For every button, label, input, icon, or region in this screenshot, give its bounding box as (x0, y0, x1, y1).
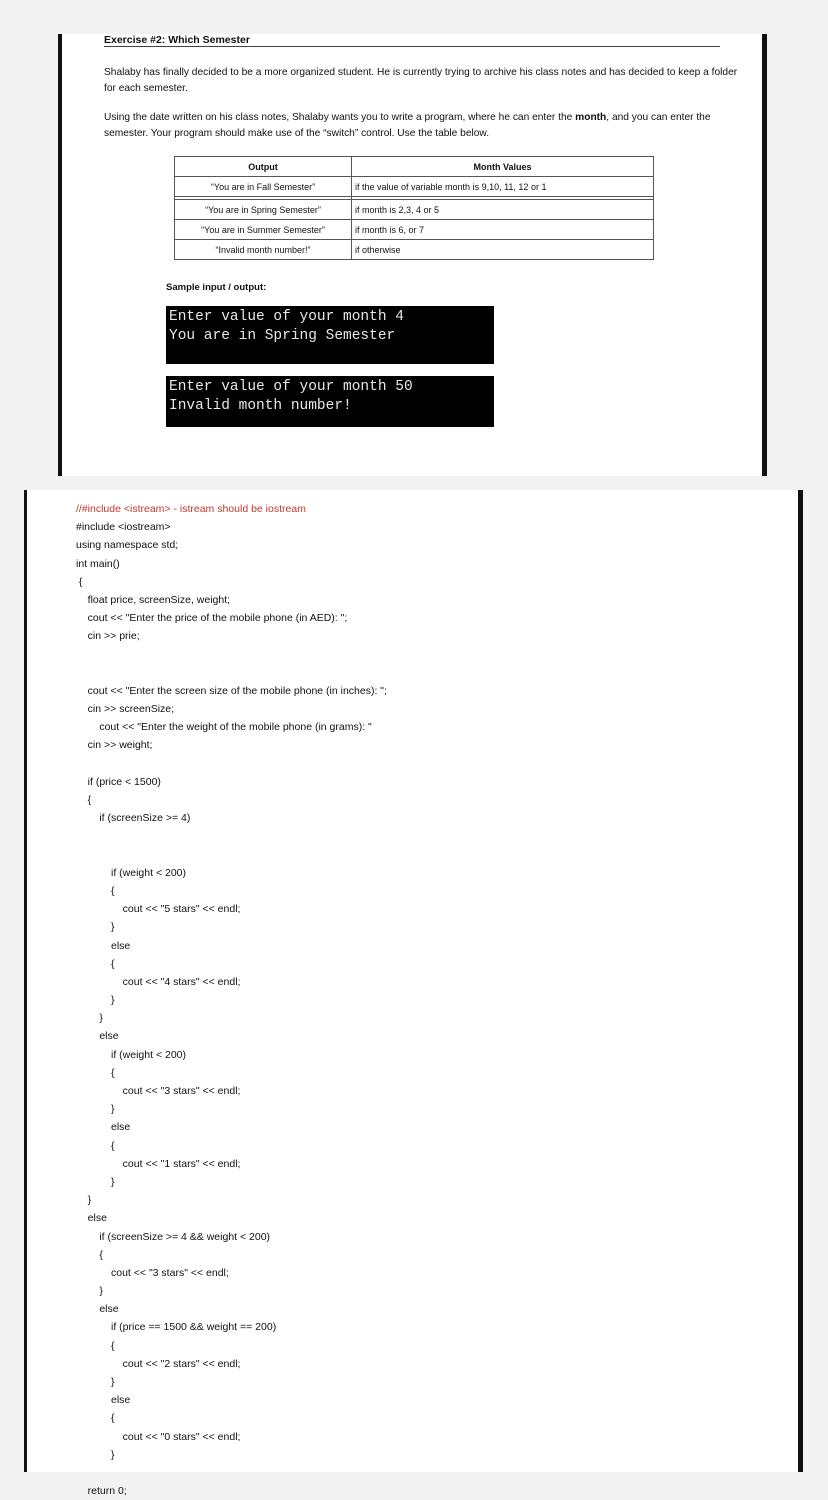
code-line: } (76, 1103, 115, 1116)
code-line: float price, screenSize, weight; (76, 593, 231, 606)
code-line: if (weight < 200) (76, 1048, 187, 1061)
paragraph-2-pre: Using the date written on his class notes, Shalaby wants you to write a program, where he can enter the (104, 112, 576, 123)
code-line (76, 846, 387, 864)
code-line (76, 827, 387, 845)
code-line (76, 1464, 387, 1482)
code-line (76, 664, 387, 682)
code-lines (76, 518, 387, 1500)
code-line: { (76, 1139, 115, 1152)
table-row (175, 177, 654, 197)
code-line: cin >> screenSize; (76, 703, 175, 716)
code-line: else (76, 939, 131, 952)
code-line (76, 755, 387, 773)
code-page-right-border (798, 490, 803, 1472)
code-line: #include <iostream> (76, 521, 171, 534)
code-page-left-border (24, 490, 27, 1472)
code-line: } (76, 1194, 92, 1207)
code-line: cout << "5 stars" << endl; (76, 903, 241, 916)
code-line: { (76, 884, 115, 897)
page-right-border (762, 34, 767, 476)
code-line: { (76, 1339, 115, 1352)
code-line: } (76, 994, 115, 1007)
code-comment: //#include <istream> - istream should be iostream (76, 503, 306, 515)
terminal-output-1 (166, 306, 494, 364)
code-line: else (76, 1212, 107, 1225)
code-line: cout << "0 stars" << endl; (76, 1430, 241, 1443)
code-line: cout << "2 stars" << endl; (76, 1357, 241, 1370)
code-line: return 0; (76, 1485, 127, 1498)
code-line: if (screenSize >= 4) (76, 812, 191, 825)
code-line: else (76, 1121, 131, 1134)
code-line: else (76, 1394, 131, 1407)
code-line: } (76, 1448, 115, 1461)
exercise-page (62, 34, 762, 476)
code-line: if (price < 1500) (76, 775, 161, 788)
table-cell-output: “Invalid month number!” (175, 240, 352, 260)
table-header-row (175, 157, 654, 177)
table-row (175, 220, 654, 240)
code-line: else (76, 1303, 119, 1316)
table-cell-output: “You are in Spring Semester” (175, 200, 352, 220)
code-line: int main() (76, 557, 120, 570)
code-line: cin >> weight; (76, 739, 153, 752)
code-line: cout << "3 stars" << endl; (76, 1085, 241, 1097)
table-cell-output: “You are in Summer Semester” (175, 220, 352, 240)
code-line: cin >> prie; (76, 630, 140, 643)
title-rule (104, 46, 720, 47)
code-line: using namespace std; (76, 539, 179, 552)
code-line: { (76, 1412, 115, 1425)
terminal-line: You are in Spring Semester (169, 328, 396, 344)
terminal-line: Invalid month number! (169, 398, 352, 414)
terminal-output-2 (166, 376, 494, 427)
table-header-output: Output (175, 157, 352, 177)
code-line: cout << "Enter the screen size of the mobile phone (in inches): "; (76, 684, 387, 697)
table-row (175, 200, 654, 220)
code-line: { (76, 1248, 103, 1261)
terminal-line: Enter value of your month 4 (169, 309, 404, 325)
code-line: else (76, 1030, 119, 1043)
code-line: cout << "Enter the price of the mobile phone (in AED): "; (76, 612, 348, 625)
table-cell-month: if otherwise (352, 240, 654, 260)
code-listing (76, 500, 387, 1500)
table-cell-month: if month is 6, or 7 (352, 220, 654, 240)
code-line: if (price == 1500 && weight == 200) (76, 1321, 277, 1334)
paragraph-2-post: , and you can enter the semester. Your program should make use of the “switch” control. Use the table below. (104, 112, 711, 139)
code-line: { (76, 1066, 115, 1079)
code-line: if (weight < 200) (76, 866, 187, 879)
code-line: cout << "Enter the weight of the mobile phone (in grams): " (76, 721, 372, 734)
semester-table (174, 156, 654, 260)
code-line: { (76, 957, 115, 970)
table-cell-month: if the value of variable month is 9,10, 11, 12 or 1 (352, 177, 654, 197)
code-line: } (76, 1175, 115, 1188)
code-line: if (screenSize >= 4 && weight < 200) (76, 1230, 271, 1243)
code-line: cout << "4 stars" << endl; (76, 975, 241, 988)
exercise-paragraph-1: Shalaby has finally decided to be a more organized student. He is currently trying to archive his class notes and has decided to keep a folder for each semester. (104, 67, 738, 94)
code-line: { (76, 794, 92, 806)
code-line: cout << "3 stars" << endl; (76, 1266, 229, 1279)
code-line (76, 646, 387, 664)
table-cell-month: if month is 2,3, 4 or 5 (352, 200, 654, 220)
terminal-line: Enter value of your month 50 (169, 379, 413, 395)
table-row (175, 240, 654, 260)
code-line: } (76, 1012, 103, 1025)
paragraph-2-bold: month (575, 112, 607, 123)
sample-io-label: Sample input / output: (166, 282, 267, 293)
code-line: } (76, 1376, 115, 1388)
table-cell-output: “You are in Fall Semester” (175, 177, 352, 197)
exercise-title: Exercise #2: Which Semester (104, 34, 250, 46)
code-line: } (76, 921, 115, 934)
table-header-month-values: Month Values (352, 157, 654, 177)
code-line: } (76, 1285, 103, 1298)
exercise-paragraph-2 (104, 110, 744, 142)
code-line: { (76, 575, 83, 588)
code-line: cout << "1 stars" << endl; (76, 1157, 241, 1170)
